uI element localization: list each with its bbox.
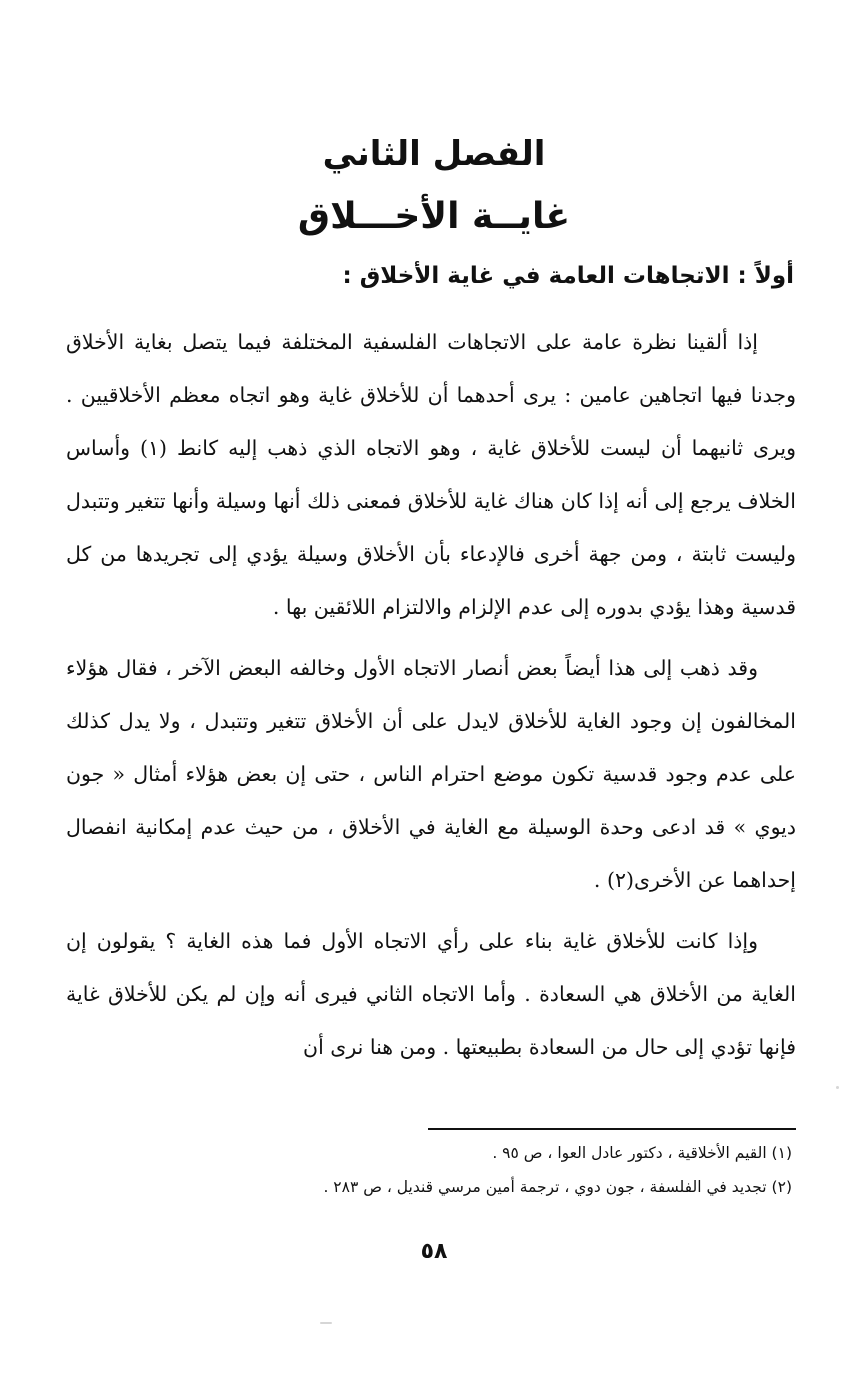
paragraph-1: إذا ألقينا نظرة عامة على الاتجاهات الفلسفية المختلفة فيما يتصل بغاية الأخلاق وجدنا فيها اتجاهين عامين : يرى أحدهما أن للأخلاق غاية وهو اتجاه معظم الأخلاقيين . ويرى ثانيهما أن ليست للأخلاق غاية ، وهو الاتجاه الذي ذهب إليه كانط (١) وأساس الخلاف يرجع إلى أنه إذا كان هناك غاية للأخلاق فمعنى ذلك أنها وسيلة وأنها تتغير وتتبدل وليست ثابتة ، ومن جهة أخرى فالإدعاء بأن الأخلاق وسيلة يؤدي إلى تجريدها من كل قدسية وهذا يؤدي بدوره إلى عدم الإلزام والالتزام اللائقين بها . (66, 330, 797, 619)
footnote-separator (428, 1128, 796, 1130)
section-heading: أولاً : الاتجاهات العامة في غاية الأخلاق : (342, 263, 794, 289)
footnote-1: (١) القيم الأخلاقية ، دكتور عادل العوا ، ص ٩٥ . (492, 1144, 792, 1162)
footnote-2: (٢) تجديد في الفلسفة ، جون دوي ، ترجمة أمين مرسي قنديل ، ص ٢٨٣ . (323, 1178, 792, 1196)
page-number: ٥٨ (420, 1239, 448, 1264)
chapter-subtitle: غايــة الأخـــلاق (297, 196, 571, 237)
paragraph-2: وقد ذهب إلى هذا أيضاً بعض أنصار الاتجاه الأول وخالفه البعض الآخر ، فقال هؤلاء المخالفون إن وجود الغاية للأخلاق لايدل على أن الأخلاق تتغير وتتبدل ، ولا يدل كذلك على عدم وجود قدسية تكون موضع احترام الناس ، حتى إن بعض هؤلاء أمثال « جون ديوي » قد ادعى وحدة الوسيلة مع الغاية في الأخلاق ، من حيث عدم إمكانية انفصال إحداهما عن الأخرى(٢) . (66, 656, 796, 892)
chapter-title: الفصل الثاني (322, 134, 546, 174)
body-text (66, 316, 796, 1082)
scan-speck (320, 1322, 332, 1324)
paragraph-3: وإذا كانت للأخلاق غاية بناء على رأي الاتجاه الأول فما هذه الغاية ؟ يقولون إن الغاية من الأخلاق هي السعادة . وأما الاتجاه الثاني فيرى أنه وإن لم يكن للأخلاق غاية فإنها تؤدي إلى حال من السعادة بطبيعتها . ومن هنا نرى أن (66, 929, 796, 1059)
scan-speck (836, 1086, 839, 1089)
footnotes (66, 1136, 792, 1204)
